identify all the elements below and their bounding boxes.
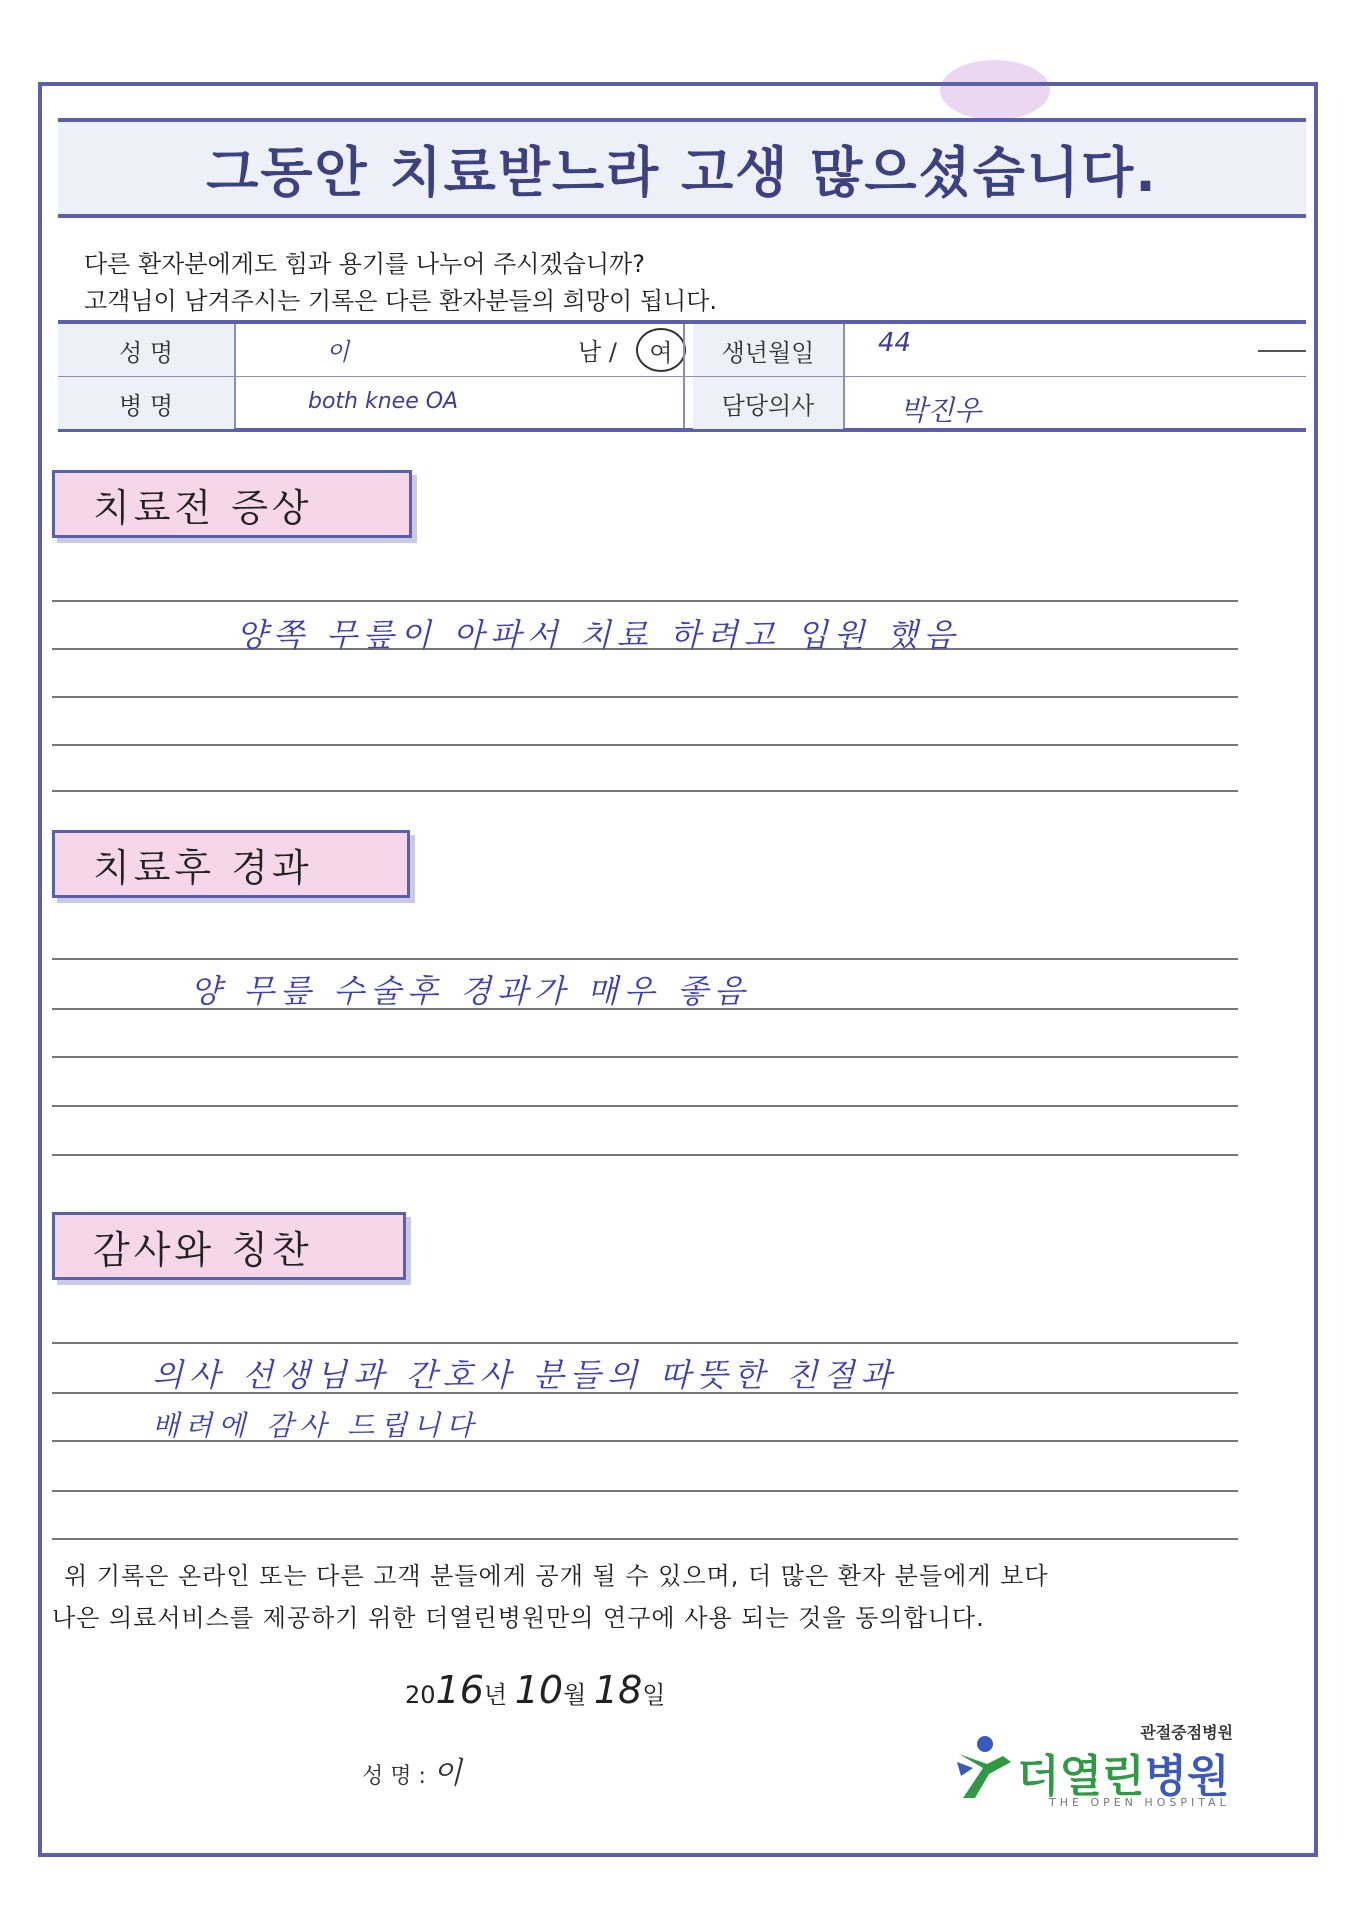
birth-underline [1258, 350, 1306, 352]
doctor-value: 박진우 [900, 394, 982, 427]
birth-value: 44 [878, 328, 912, 358]
after-text-line-1: 양 무릎 수술후 경과가 매우 좋음 [190, 972, 751, 1010]
date-day-unit: 일 [642, 1681, 666, 1709]
disease-value: both knee OA [308, 389, 459, 414]
writing-line [52, 1056, 1238, 1058]
writing-line [52, 744, 1238, 746]
divider [843, 324, 845, 428]
logo-name-main: 더열린 [1017, 1751, 1145, 1802]
name-label: 성 명 [58, 324, 234, 376]
date-year-prefix: 20 [405, 1681, 436, 1709]
divider [683, 324, 685, 428]
section-before-title: 치료전 증상 [93, 485, 313, 530]
writing-line [52, 1538, 1238, 1540]
signature-date [405, 1668, 665, 1712]
disease-label: 병 명 [58, 377, 234, 429]
writing-line [52, 600, 1238, 602]
writing-line [52, 696, 1238, 698]
signature-label: 성 명 : [362, 1764, 426, 1789]
logo-name-accent: 병원 [1144, 1751, 1230, 1802]
writing-line [52, 1154, 1238, 1156]
signature-value: 이 [432, 1756, 462, 1791]
birth-label: 생년월일 [693, 324, 843, 376]
page-title: 그동안 치료받느라 고생 많으셨습니다. [206, 140, 1158, 204]
section-after-title: 치료후 경과 [93, 845, 313, 890]
date-day: 18 [593, 1668, 643, 1712]
intro-line-2: 고객님이 남겨주시는 기록은 다른 환자분들의 희망이 됩니다. [84, 287, 718, 315]
hospital-mark-icon [955, 1732, 1015, 1804]
logo-subtitle: 관절중점병원 [1140, 1723, 1233, 1742]
sex-selected-circle [636, 328, 686, 372]
info-row-disease [58, 377, 1306, 429]
writing-line [52, 958, 1238, 960]
divider [234, 324, 236, 428]
writing-line [52, 790, 1238, 792]
date-month: 10 [514, 1668, 564, 1712]
writing-line [52, 1490, 1238, 1492]
logo-english: THE OPEN HOSPITAL [1049, 1796, 1230, 1809]
doctor-label: 담당의사 [693, 377, 843, 429]
hospital-logo [955, 1720, 1245, 1810]
title-banner [58, 118, 1306, 218]
intro-line-1: 다른 환자분에게도 힘과 용기를 나누어 주시겠습니까? [84, 250, 645, 278]
consent-line-1: 위 기록은 온라인 또는 다른 고객 분들에게 공개 될 수 있으며, 더 많은 환자 분들에게 보다 [64, 1562, 1049, 1590]
name-value: 이 [326, 338, 350, 366]
writing-line [52, 1105, 1238, 1107]
thanks-text-line-1: 의사 선생님과 간호사 분들의 따뜻한 친절과 [152, 1356, 898, 1394]
patient-info-table [58, 320, 1306, 432]
writing-line [52, 1342, 1238, 1344]
date-year-suffix: 16 [435, 1668, 484, 1712]
thanks-text-line-2: 배려에 감사 드립니다 [152, 1409, 480, 1442]
info-row-name [58, 324, 1306, 377]
sex-label: 남 / [578, 338, 617, 366]
section-before-label [52, 470, 412, 538]
section-thanks-title: 감사와 칭찬 [93, 1227, 313, 1272]
sex-selected: 여 [649, 338, 673, 367]
before-text-line-1: 양쪽 무릎이 아파서 치료 하려고 입원 했음 [236, 616, 961, 654]
date-month-unit: 월 [563, 1681, 587, 1709]
section-after-label [52, 830, 410, 898]
logo-name [1017, 1740, 1230, 1804]
section-thanks-label [52, 1212, 406, 1280]
signature [362, 1748, 462, 1792]
consent-line-2: 나은 의료서비스를 제공하기 위한 더열린병원만의 연구에 사용 되는 것을 동의합니다. [52, 1604, 985, 1632]
date-year-unit: 년 [483, 1681, 508, 1709]
